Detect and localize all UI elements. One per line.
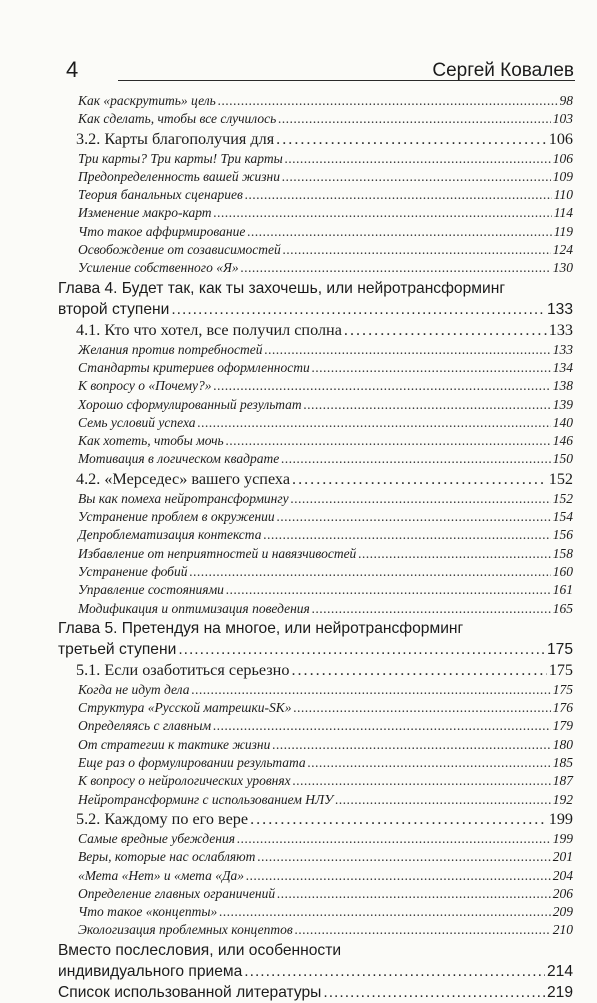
toc-entry-title: Депроблематизация контекста <box>78 527 262 543</box>
toc-subsection <box>58 508 573 526</box>
toc-entry-title: Структура «Русской матрешки-SK» <box>78 700 292 716</box>
toc-subsection <box>58 204 573 222</box>
toc-subsection <box>58 110 573 128</box>
author-name: Сергей Ковалев <box>432 60 574 81</box>
toc-subsection <box>58 717 573 735</box>
dot-leader <box>219 903 551 921</box>
toc-page-number: 114 <box>553 205 573 221</box>
toc-page-number: 161 <box>552 582 573 598</box>
toc-entry-title: Желания против потребностей <box>78 341 263 357</box>
toc-subsection <box>58 563 573 581</box>
dot-leader <box>294 699 551 717</box>
dot-leader <box>335 791 550 809</box>
toc-entry-title: индивидуального приема <box>58 962 243 980</box>
dot-leader <box>244 961 545 982</box>
toc-page-number: 124 <box>552 242 573 258</box>
toc-entry-title: Изменение макро-карт <box>78 205 212 221</box>
toc-subsection <box>58 830 573 848</box>
toc-page-number: 206 <box>552 885 573 901</box>
toc-subsection <box>58 414 573 432</box>
dot-leader <box>237 830 551 848</box>
dot-leader <box>226 432 551 450</box>
toc-subsection <box>58 526 573 544</box>
toc-entry-title: Устранение фобий <box>78 563 188 579</box>
toc-page-number: 219 <box>546 983 573 1001</box>
toc-page-number: 154 <box>552 509 573 525</box>
toc-section <box>58 809 573 830</box>
toc-entry-title: Определение главных ограничений <box>78 885 276 901</box>
toc-section <box>58 129 573 150</box>
toc-page-number: 165 <box>552 600 573 616</box>
table-of-contents <box>58 92 573 1003</box>
dot-leader <box>295 921 551 939</box>
toc-page-number: 180 <box>552 736 573 752</box>
toc-page-number: 175 <box>552 681 573 697</box>
toc-entry-title: К вопросу о нейрологических уровнях <box>78 773 291 789</box>
dot-leader <box>283 241 551 259</box>
dot-leader <box>247 223 551 241</box>
toc-subsection <box>58 186 573 204</box>
toc-entry-title: 4.2. «Мерседес» вашего успеха <box>76 469 291 488</box>
toc-entry-title: Усиление собственного «Я» <box>78 260 239 276</box>
toc-page-number: 140 <box>552 414 573 430</box>
toc-page-number: 138 <box>552 378 573 394</box>
toc-entry-title: Самые вредные убеждения <box>78 830 235 846</box>
dot-leader <box>245 186 552 204</box>
dot-leader <box>246 867 551 885</box>
toc-subsection <box>58 341 573 359</box>
toc-subsection <box>58 432 573 450</box>
toc-entry-title: Модификация и оптимизация поведения <box>78 600 310 616</box>
toc-page-number: 160 <box>552 563 573 579</box>
toc-subsection <box>58 396 573 414</box>
page-number: 4 <box>66 57 79 82</box>
toc-subsection <box>58 791 573 809</box>
toc-page-number: 187 <box>552 773 573 789</box>
toc-entry-title: Мотивация в логическом квадрате <box>78 451 280 467</box>
toc-subsection <box>58 885 573 903</box>
toc-entry-title: 3.2. Карты благополучия для <box>76 129 275 148</box>
toc-subsection <box>58 259 573 277</box>
toc-subsection <box>58 377 573 395</box>
dot-leader <box>292 469 547 490</box>
dot-leader <box>264 341 550 359</box>
toc-subsection <box>58 223 573 241</box>
toc-entry-title: 4.1. Кто что хотел, все получил сполна <box>76 320 342 339</box>
toc-subsection <box>58 92 573 110</box>
dot-leader <box>257 848 550 866</box>
toc-page-number: 119 <box>553 223 573 239</box>
dot-leader <box>263 526 550 544</box>
toc-entry-title: Вы как помеха нейротрансформингу <box>78 490 289 506</box>
toc-entry-title: Как сделать, чтобы все случилось <box>78 111 277 127</box>
dot-leader <box>358 545 550 563</box>
toc-page-number: 209 <box>552 904 573 920</box>
toc-subsection <box>58 681 573 699</box>
toc-page-number: 152 <box>548 469 573 488</box>
toc-page-number: 106 <box>552 150 573 166</box>
toc-subsection <box>58 772 573 790</box>
toc-subsection <box>58 600 573 618</box>
dot-leader <box>293 772 551 790</box>
toc-chapter-title: Глава 4. Будет так, как ты захочешь, или нейротрансформинг <box>58 279 506 297</box>
toc-entry-title: Хорошо сформулированный результат <box>78 396 302 412</box>
dot-leader <box>214 204 552 222</box>
page-header <box>0 0 597 90</box>
toc-page-number: 199 <box>552 830 573 846</box>
toc-subsection <box>58 867 573 885</box>
dot-leader <box>344 320 547 341</box>
toc-entry-title: Как хотеть, чтобы мочь <box>78 433 224 449</box>
toc-entry-title: Что такое аффирмирование <box>78 223 246 239</box>
toc-entry-title: Предопределенность вашей жизни <box>78 168 281 184</box>
toc-page-number: 109 <box>552 168 573 184</box>
dot-leader <box>213 717 551 735</box>
toc-page-number: 179 <box>552 718 573 734</box>
toc-chapter-continuation <box>58 299 573 320</box>
dot-leader <box>189 563 550 581</box>
toc-entry-title: Еще раз о формулировании результата <box>78 755 306 771</box>
toc-entry-title: 5.1. Если озаботиться серьезно <box>76 660 290 679</box>
dot-leader <box>226 581 551 599</box>
toc-page-number: 199 <box>548 809 573 828</box>
toc-entry-title: Устранение проблем в окружении <box>78 509 275 525</box>
toc-subsection <box>58 545 573 563</box>
dot-leader <box>250 809 547 830</box>
dot-leader <box>191 681 550 699</box>
toc-subsection <box>58 168 573 186</box>
toc-page-number: 175 <box>548 660 573 679</box>
dot-leader <box>277 508 551 526</box>
toc-page-number: 110 <box>553 187 573 203</box>
toc-entry-title: 5.2. Каждому по его вере <box>76 809 249 828</box>
toc-chapter <box>58 618 573 660</box>
toc-entry-title: Три карты? Три карты! Три карты <box>78 150 283 166</box>
toc-section <box>58 469 573 490</box>
dot-leader <box>218 92 558 110</box>
toc-page-number: 204 <box>552 867 573 883</box>
toc-page-number: 201 <box>552 849 573 865</box>
toc-entry-title: Освобождение от созависимостей <box>78 242 281 258</box>
toc-subsection <box>58 241 573 259</box>
toc-entry-title: Как «раскрутить» цель <box>78 93 216 108</box>
toc-page-number: 134 <box>552 359 573 375</box>
toc-subsection <box>58 848 573 866</box>
toc-page-number: 103 <box>552 111 573 127</box>
dot-leader <box>241 259 551 277</box>
toc-page-number: 130 <box>552 260 573 276</box>
toc-page-number: 185 <box>552 755 573 771</box>
toc-entry-title: Управление состояниями <box>78 582 224 598</box>
toc-entry-title: второй ступени <box>58 300 170 318</box>
toc-page-number: 210 <box>552 922 573 938</box>
toc-page-number: 133 <box>548 320 573 339</box>
toc-subsection <box>58 736 573 754</box>
toc-entry-title: Веры, которые нас ослабляют <box>78 849 256 865</box>
toc-page-number: 158 <box>552 545 573 561</box>
toc-page-number: 152 <box>552 490 573 506</box>
dot-leader <box>272 736 550 754</box>
toc-subsection <box>58 581 573 599</box>
toc-chapter-title: Вместо послесловия, или особенности <box>58 941 342 959</box>
toc-entry-title: Стандарты критериев оформленности <box>78 359 310 375</box>
toc-chapter-title: Глава 5. Претендуя на многое, или нейротрансформинг <box>58 619 464 637</box>
toc-chapter-continuation <box>58 639 573 660</box>
toc-page-number: 133 <box>552 341 573 357</box>
toc-subsection <box>58 921 573 939</box>
dot-leader <box>281 450 551 468</box>
toc-entry-title: От стратегии к тактике жизни <box>78 736 271 752</box>
dot-leader <box>278 110 551 128</box>
toc-section <box>58 320 573 341</box>
toc-page-number: 156 <box>552 527 573 543</box>
dot-leader <box>312 600 551 618</box>
toc-subsection <box>58 903 573 921</box>
toc-page-number: 176 <box>552 700 573 716</box>
toc-page-number: 146 <box>552 433 573 449</box>
toc-entry-title: Экологизация проблемных концептов <box>78 922 293 938</box>
toc-entry-title: Избавление от неприятностей и навязчивостей <box>78 545 357 561</box>
dot-leader <box>308 754 551 772</box>
toc-entry-title: Что такое «концепты» <box>78 904 218 920</box>
toc-page-number: 133 <box>546 300 573 318</box>
dot-leader <box>178 639 545 660</box>
dot-leader <box>312 359 551 377</box>
toc-chapter <box>58 278 573 320</box>
dot-leader <box>214 377 551 395</box>
toc-entry-title: Теория банальных сценариев <box>78 187 243 203</box>
toc-entry-title: третьей ступени <box>58 640 177 658</box>
dot-leader <box>291 490 551 508</box>
toc-subsection <box>58 450 573 468</box>
dot-leader <box>277 885 551 903</box>
toc-entry-title: Список использованной литературы <box>58 983 322 1001</box>
dot-leader <box>276 129 547 150</box>
toc-page-number: 175 <box>546 640 573 658</box>
toc-entry-title: Определяясь с главным <box>78 718 212 734</box>
toc-chapter-continuation <box>58 961 573 982</box>
dot-leader <box>304 396 551 414</box>
toc-subsection <box>58 359 573 377</box>
toc-subsection <box>58 150 573 168</box>
dot-leader <box>291 660 546 681</box>
toc-page-number: 139 <box>552 396 573 412</box>
toc-chapter <box>58 940 573 982</box>
toc-page-number: 214 <box>546 962 573 980</box>
toc-entry-title: Семь условий успеха <box>78 414 196 430</box>
toc-subsection <box>58 754 573 772</box>
toc-page-number: 106 <box>548 129 573 148</box>
toc-page-number: 192 <box>552 791 573 807</box>
dot-leader <box>198 414 551 432</box>
toc-entry-title: Нейротрансформинг с использованием НЛУ <box>78 791 334 807</box>
toc-entry-title: Когда не идут дела <box>78 681 190 697</box>
dot-leader <box>285 150 551 168</box>
toc-subsection <box>58 490 573 508</box>
toc-page-number: 98 <box>559 93 573 108</box>
toc-page-number: 150 <box>552 451 573 467</box>
dot-leader <box>171 299 545 320</box>
toc-subsection <box>58 699 573 717</box>
toc-section <box>58 660 573 681</box>
toc-entry-title: К вопросу о «Почему?» <box>78 378 212 394</box>
dot-leader <box>282 168 551 186</box>
toc-entry-title: «Мета «Нет» и «мета «Да» <box>78 867 245 883</box>
